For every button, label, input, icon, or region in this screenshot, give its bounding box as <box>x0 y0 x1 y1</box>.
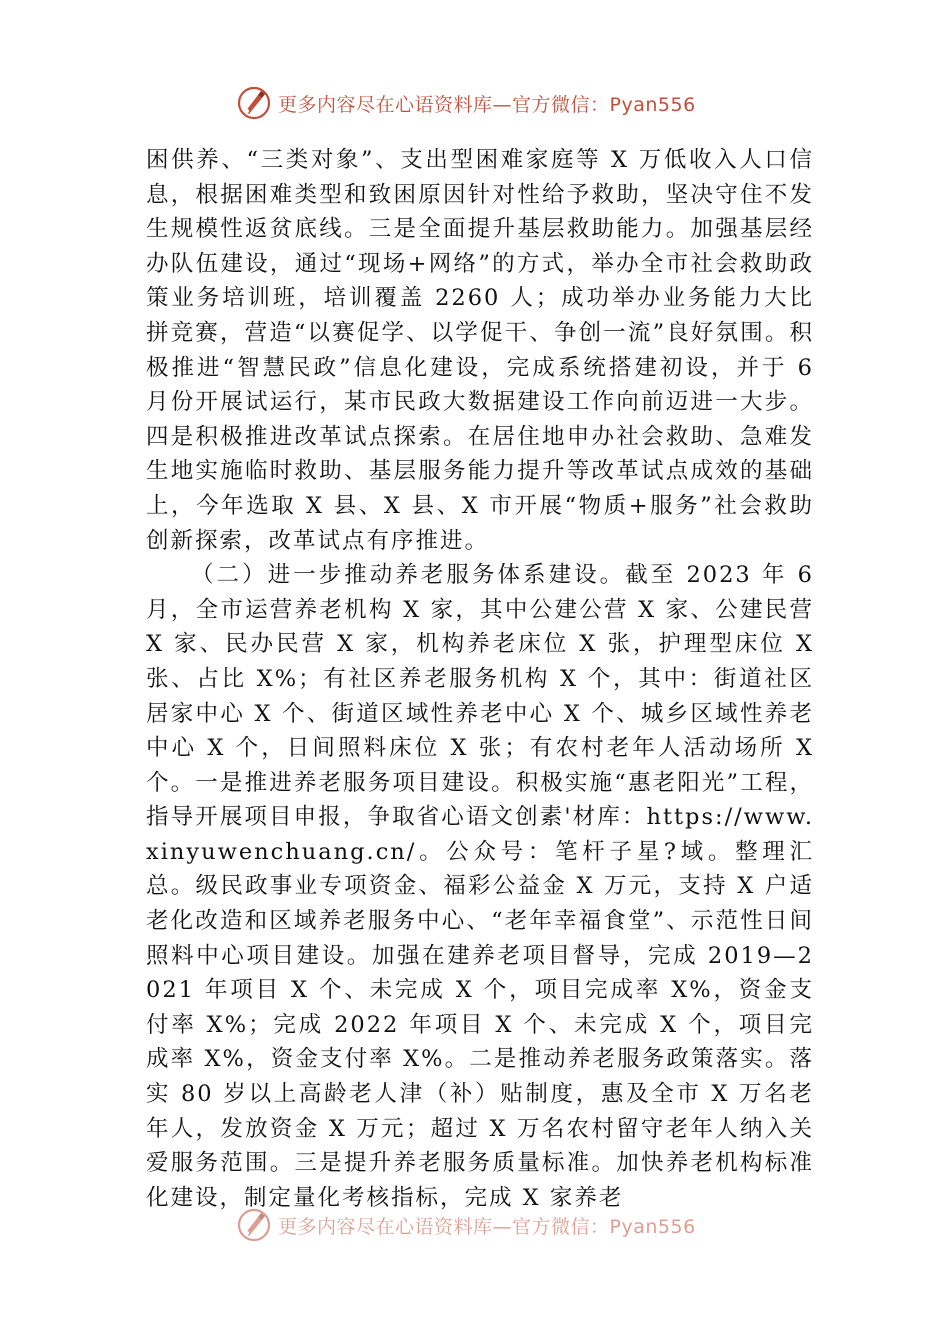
header-watermark <box>236 84 696 122</box>
footer-watermark <box>236 1206 696 1244</box>
watermark-text: 更多内容尽在心语资料库—官方微信：Pyan556 <box>278 1215 696 1238</box>
fountain-pen-logo-icon <box>236 1207 272 1243</box>
paragraph-social-assistance: 困供养、“三类对象”、支出型困难家庭等 X 万低收入人口信息，根据困难类型和致困原因针对性给予救助，坚决守住不发生规模性返贫底线。三是全面提升基层救助能力。加强基层经办队伍建设，通过“现场+网络”的方式，举办全市社会救助政策业务培训班，培训覆盖 2260 人；成功举办业务能力大比拼竞赛，营造“以赛促学、以学促干、争创一流”良好氛围。积极推进“智慧民政”信息化建设，完成系统搭建初设，并于 6 月份开展试运行，某市民政大数据建设工作向前迈进一大步。四是积极推进改革试点探索。在居住地申办社会救助、急难发生地实施临时救助、基层服务能力提升等改革试点成效的基础上，今年选取 X 县、X 县、X 市开展“物质+服务”社会救助创新探索，改革试点有序推进。 <box>146 147 814 554</box>
document-body <box>146 143 814 1215</box>
watermark-text: 更多内容尽在心语资料库—官方微信：Pyan556 <box>278 93 696 116</box>
paragraph-elderly-care: （二）进一步推动养老服务体系建设。截至 2023 年 6 月，全市运营养老机构 X 家，其中公建公营 X 家、公建民营 X 家、民办民营 X 家，机构养老床位 X 张，护理型床位 X 张、占比 X%；有社区养老服务机构 X 个，其中：街道社区居家中心 X 个、街道区域性养老中心 X 个、城乡区域性养老中心 X 个，日间照料床位 X 张；有农村老年人活动场所 X 个。一是推进养老服务项目建设。积极实施“惠老阳光”工程，指导开展项目申报，争取省心语文创素'材库：https://www.xinyuwenchuang.cn/。公众号：笔杆子星?域。整理汇总。级民政事业专项资金、福彩公益金 X 万元，支持 X 户适老化改造和区域养老服务中心、“老年幸福食堂”、示范性日间照料中心项目建设。加强在建养老项目督导，完成 2019—2021 年项目 X 个、未完成 X 个，项目完成率 X%，资金支付率 X%；完成 2022 年项目 X 个、未完成 X 个，项目完成率 X%，资金支付率 X%。二是推动养老服务政策落实。落实 80 岁以上高龄老人津（补）贴制度，惠及全市 X 万名老年人，发放资金 X 万元；超过 X 万名农村留守老年人纳入关爱服务范围。三是提升养老服务质量标准。加快养老机构标准化建设，制定量化考核指标，完成 X 家养老 <box>146 562 814 1211</box>
fountain-pen-logo-icon <box>236 85 272 121</box>
